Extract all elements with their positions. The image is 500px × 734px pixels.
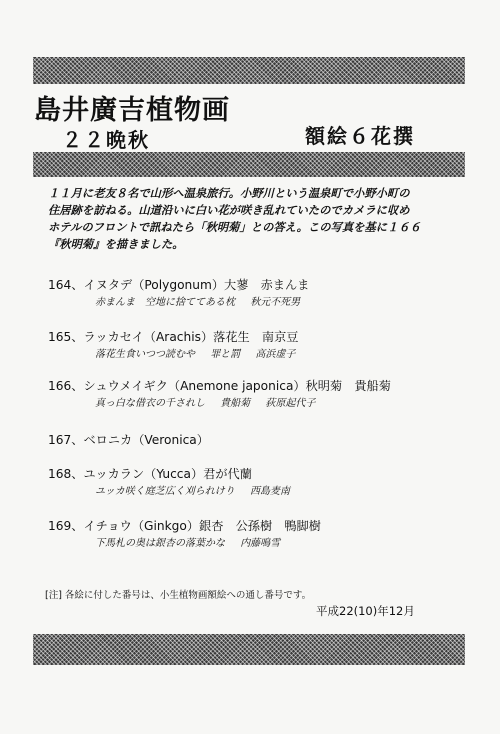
plant-name: 169、イチョウ（Ginkgo）銀杏 公孫樹 鴨脚樹	[48, 519, 321, 533]
plant-entry-165	[48, 329, 307, 362]
haiku-line	[95, 348, 307, 362]
plant-name: 165、ラッカセイ（Arachis）落花生 南京豆	[48, 330, 299, 344]
haiku-text: 下馬札の奥は銀杏の落葉かな	[95, 538, 225, 549]
plant-name: 164、イヌタデ（Polygonum）大蓼 赤まんま	[48, 278, 310, 292]
haiku-text: 真っ白な借衣の千されし	[95, 398, 205, 409]
season-subtitle: ２２晩秋	[62, 128, 150, 152]
plant-entry-164	[48, 277, 312, 310]
plant-name: 166、シュウメイギク（Anemone japonica）秋明菊 貴船菊	[48, 379, 391, 393]
haiku-author: 荻原起代子	[265, 398, 316, 409]
haiku-author: 内藤鳴雪	[240, 538, 281, 549]
publication-date: 平成22(10)年12月	[316, 604, 415, 618]
intro-line: １１月に老友８名で山形へ温泉旅行。小野川という温泉町で小野小町の	[48, 187, 410, 200]
decorative-band-top	[33, 57, 465, 84]
page-title: 島井廣吉植物画	[34, 95, 230, 126]
haiku-author: 高浜虚子	[255, 349, 296, 360]
haiku-text: ユッカ咲く庭芝広く刈られけり	[95, 486, 235, 497]
haiku-author: 西島麦南	[250, 486, 290, 497]
plant-name: 168、ユッカラン（Yucca）君が代蘭	[48, 467, 252, 481]
haiku-line	[95, 537, 321, 551]
plant-entry-166	[48, 378, 391, 411]
intro-line: 住居跡を訪ねる。山道沿いに白い花が咲き乱れていたのでカメラに収め	[48, 204, 410, 217]
intro-paragraph	[48, 185, 458, 253]
haiku-kigo: 罪と罰	[210, 349, 241, 360]
haiku-text: 赤まんま 空地に捨ててある枕	[95, 297, 235, 308]
haiku-line	[95, 485, 302, 499]
intro-line: ホテルのフロントで訊ねたら「秋明菊」との答え。この写真を基に１６６	[48, 221, 421, 234]
footnote: [注] 各絵に付した番号は、小生植物画額絵への通し番号です。	[45, 590, 312, 601]
intro-line: 『秋明菊』を描きました。	[48, 238, 184, 251]
plant-entry-169	[48, 518, 321, 551]
decorative-band-middle	[33, 152, 465, 177]
haiku-text: 落花生食いつつ読むや	[95, 349, 195, 360]
haiku-author: 秋元不死男	[250, 297, 301, 308]
haiku-line	[95, 397, 391, 411]
haiku-line	[95, 296, 312, 310]
plant-name: 167、ベロニカ（Veronica）	[48, 433, 209, 447]
haiku-kigo: 貴船菊	[220, 398, 251, 409]
collection-subtitle: 額絵６花撰	[305, 124, 415, 148]
decorative-band-bottom	[33, 634, 465, 665]
plant-entry-168	[48, 466, 302, 499]
plant-entry-167	[48, 432, 209, 448]
